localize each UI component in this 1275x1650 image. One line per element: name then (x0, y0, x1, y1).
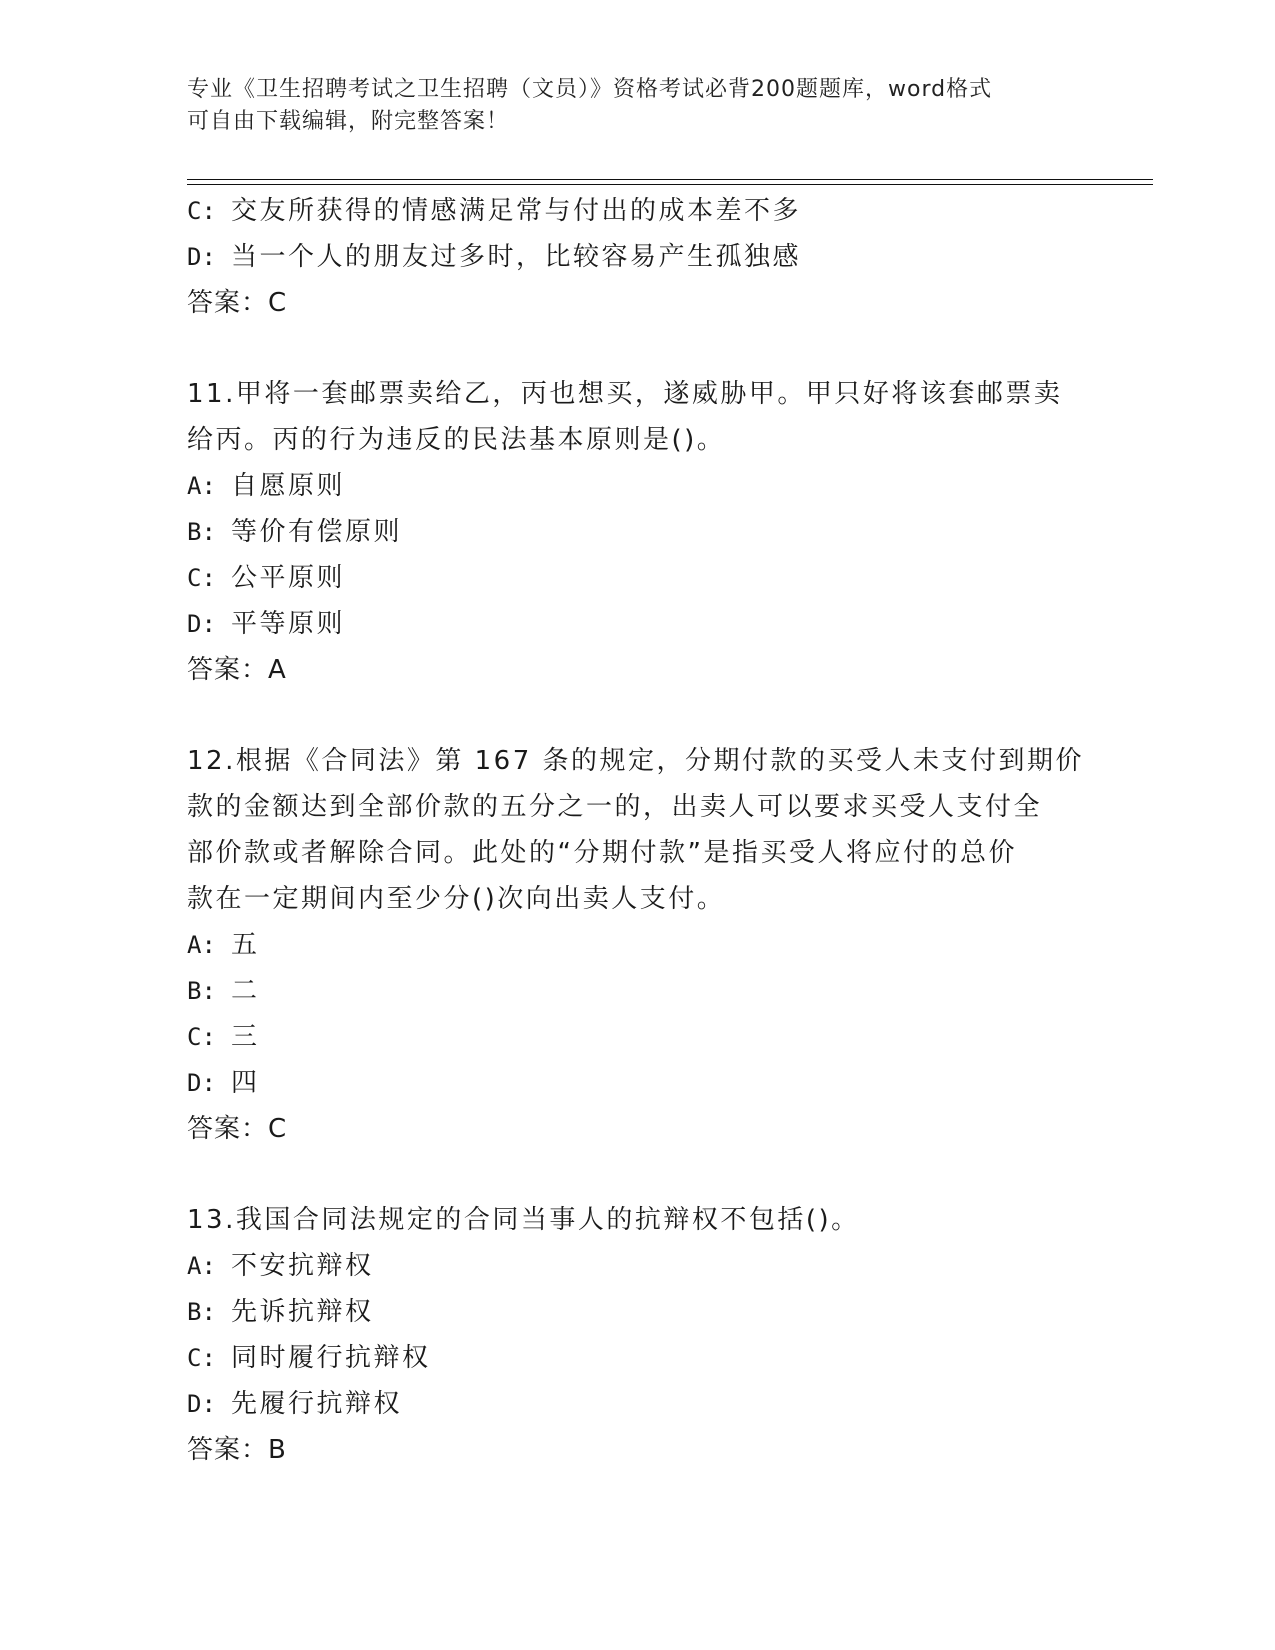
option-text: 五 (231, 930, 260, 960)
option-row (187, 1381, 1087, 1427)
question-stem-line: 款在一定期间内至少分()次向出卖人支付。 (187, 884, 726, 914)
option-row (187, 1014, 1087, 1060)
header-line-2: 可自由下载编辑，附完整答案！ (187, 109, 510, 134)
option-text: 当一个人的朋友过多时，比较容易产生孤独感 (231, 242, 802, 272)
option-row (187, 601, 1087, 647)
question-11-block (187, 371, 1087, 693)
option-row (187, 1289, 1087, 1335)
answer-line: 答案：C (187, 1114, 288, 1144)
option-text: 同时履行抗辩权 (231, 1343, 431, 1373)
header-line-1: 专业《卫生招聘考试之卫生招聘（文员）》资格考试必背200题题库，word格式 (187, 77, 993, 102)
question-13-block (187, 1197, 1087, 1473)
option-letter: C: (187, 1023, 216, 1051)
option-letter: D: (187, 1069, 216, 1097)
header-rule-top (187, 179, 1153, 180)
option-letter: D: (187, 243, 216, 271)
question-content (187, 188, 1087, 1473)
option-text: 不安抗辩权 (231, 1251, 374, 1281)
question-stem-line: 13.我国合同法规定的合同当事人的抗辩权不包括()。 (187, 1205, 860, 1235)
option-row (187, 968, 1087, 1014)
option-text: 自愿原则 (231, 471, 346, 501)
question-stem-line: 部价款或者解除合同。此处的“分期付款”是指买受人将应付的总价 (187, 838, 1017, 868)
option-row (187, 555, 1087, 601)
option-text: 先诉抗辩权 (231, 1297, 374, 1327)
option-row (187, 509, 1087, 555)
option-row (187, 1243, 1087, 1289)
option-text: 等价有偿原则 (231, 517, 403, 547)
answer-line: 答案：A (187, 655, 287, 685)
option-text: 公平原则 (231, 563, 346, 593)
option-letter: C: (187, 564, 216, 592)
option-row (187, 1335, 1087, 1381)
option-letter: C: (187, 1344, 216, 1372)
option-letter: A: (187, 1252, 216, 1280)
option-letter: B: (187, 977, 216, 1005)
option-row (187, 463, 1087, 509)
option-letter: A: (187, 472, 216, 500)
option-letter: C: (187, 197, 216, 225)
option-text: 交友所获得的情感满足常与付出的成本差不多 (231, 196, 802, 226)
option-letter: B: (187, 1298, 216, 1326)
option-text: 先履行抗辩权 (231, 1389, 403, 1419)
option-letter: D: (187, 610, 216, 638)
question-stem-line: 12.根据《合同法》第 167 条的规定，分期付款的买受人未支付到期价 (187, 746, 1085, 776)
option-text: 四 (231, 1068, 260, 1098)
prev-question-block (187, 188, 1087, 326)
question-stem-line: 给丙。丙的行为违反的民法基本原则是()。 (187, 425, 726, 455)
header-rule-bottom (187, 184, 1153, 185)
question-stem-line: 11.甲将一套邮票卖给乙，丙也想买，遂威胁甲。甲只好将该套邮票卖 (187, 379, 1063, 409)
option-letter: D: (187, 1390, 216, 1418)
option-text: 三 (231, 1022, 260, 1052)
question-12-block (187, 738, 1087, 1152)
option-row (187, 188, 1087, 234)
option-text: 平等原则 (231, 609, 346, 639)
answer-line: 答案：B (187, 1435, 287, 1465)
option-letter: B: (187, 518, 216, 546)
page-header (187, 74, 1087, 138)
option-text: 二 (231, 976, 260, 1006)
option-row (187, 922, 1087, 968)
answer-line: 答案：C (187, 288, 288, 318)
option-row (187, 234, 1087, 280)
question-stem-line: 款的金额达到全部价款的五分之一的，出卖人可以要求买受人支付全 (187, 792, 1043, 822)
option-letter: A: (187, 931, 216, 959)
option-row (187, 1060, 1087, 1106)
